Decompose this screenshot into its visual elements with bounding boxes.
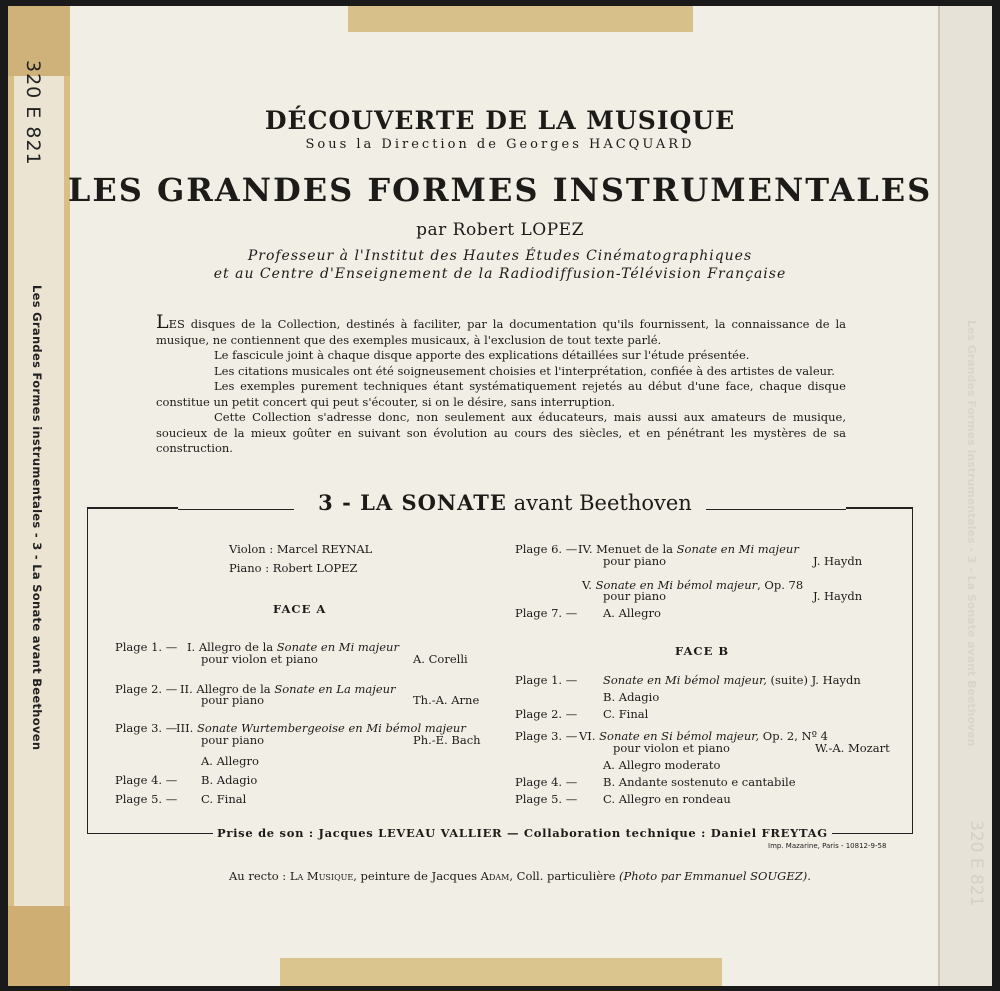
face-a-track-4-movement: B. Adagio [201, 773, 258, 787]
author: par Robert LOPEZ [416, 220, 584, 240]
face-a-track-2-composer: Th.-A. Arne [413, 693, 480, 707]
faint-spine-title: Les Grandes Formes instrumentales - 3 - La Sonate avant Beethoven [965, 320, 978, 747]
intro-paragraph-4: Les exemples purement techniques étant systématiquement rejetés au début d'une face, chaque disque constitue un petit concert qui peut s'écouter, si on le désire, sans interruption. [156, 379, 846, 409]
intro-paragraph-1: LES disques de la Collection, destinés à faciliter, par la documentation qu'ils fournissent, la connaissance de la musique, ne contiennent que des exemples musicaux, à l'exclusion de tout texte parlé. [156, 311, 846, 347]
face-a-track-3-composer: Ph.-E. Bach [413, 733, 481, 747]
face-a-track-2-scoring: pour piano [201, 693, 265, 707]
face-a-label: FACE A [273, 602, 327, 616]
face-b-track-3-movement: A. Allegro moderato [603, 758, 721, 772]
catalog-number: 320 E 821 [22, 60, 44, 166]
face-a-track-7-movement: A. Allegro [603, 606, 661, 620]
face-a-work-5-scoring: pour piano [603, 589, 667, 603]
face-a-track-6-scoring: pour piano [603, 554, 667, 568]
face-a-track-3-movement: A. Allegro [201, 754, 259, 768]
face-a-track-2-title: II. Allegro de la Sonate en La majeur [180, 682, 396, 696]
tape-strip-top [348, 6, 693, 32]
series-director: Sous la Direction de Georges HACQUARD [305, 137, 695, 152]
tape-corner-bottom-left [8, 906, 70, 986]
intro-paragraph-3: Les citations musicales ont été soigneusement choisies et l'interprétation, confiée à des artistes de valeur. [214, 363, 835, 378]
intro-text [156, 311, 846, 457]
face-a-plage-1: Plage 1. — [115, 640, 178, 654]
face-a-plage-2: Plage 2. — [115, 682, 178, 696]
series-title: DÉCOUVERTE DE LA MUSIQUE [264, 106, 736, 135]
section-rule-left [178, 509, 294, 510]
performer-piano: Piano : Robert LOPEZ [229, 561, 358, 575]
face-b-track-5-movement: C. Allegro en rondeau [603, 792, 731, 806]
album-title: LES GRANDES FORMES INSTRUMENTALES [67, 171, 933, 209]
face-b-track-3-composer: W.-A. Mozart [815, 741, 890, 755]
face-a-track-6-composer: J. Haydn [813, 554, 863, 568]
face-b-plage-4: Plage 4. — [515, 775, 578, 789]
drop-cap: L [156, 311, 169, 333]
cover-credit: Au recto : La Musique, peinture de Jacques Adam, Coll. particulière (Photo par Emmanuel SOUGEZ). [229, 869, 811, 883]
face-a-track-6-title: IV. Menuet de la Sonate en Mi majeur [578, 542, 799, 556]
face-a-plage-7: Plage 7. — [515, 606, 578, 620]
face-b-track-3-scoring: pour violon et piano [613, 741, 730, 755]
face-b-plage-2: Plage 2. — [515, 707, 578, 721]
face-b-track-3-title: VI. Sonate en Si bémol majeur, Op. 2, Nº 4 [579, 729, 828, 743]
face-a-track-1-scoring: pour violon et piano [201, 652, 318, 666]
face-b-plage-1: Plage 1. — [515, 673, 578, 687]
face-a-track-3-title: III. Sonate Wurtembergeoise en Mi bémol majeur [176, 721, 466, 735]
face-b-plage-3: Plage 3. — [515, 729, 578, 743]
face-a-track-5-movement: C. Final [201, 792, 247, 806]
recording-credits: Prise de son : Jacques LEVEAU VALLIER — Collaboration technique : Daniel FREYTAG [213, 826, 832, 840]
faint-catalog-number: 320 E 821 [966, 820, 986, 907]
frame-top-left-rule [87, 507, 178, 509]
face-b-track-2-movement: C. Final [603, 707, 649, 721]
face-a-track-1-title: I. Allegro de la Sonate en Mi majeur [187, 640, 399, 654]
face-b-track-1-title: Sonate en Mi bémol majeur, (suite) J. Haydn [603, 673, 861, 687]
face-a-track-1-composer: A. Corelli [413, 652, 468, 666]
face-a-work-5-title: V. Sonate en Mi bémol majeur, Op. 78 [582, 578, 804, 592]
section-rule-right [706, 509, 846, 510]
performer-violin: Violon : Marcel REYNAL [229, 542, 373, 556]
intro-paragraph-5: Cette Collection s'adresse donc, non seulement aux éducateurs, mais aussi aux amateurs de musique, soucieux de la mieux goûter en suivant son évolution au cours des siècles, et en pénétrant les mystères de sa construction. [156, 410, 846, 455]
imprint: Imp. Mazarine, Paris - 10812-9-58 [768, 842, 887, 850]
face-a-plage-3: Plage 3. — [115, 721, 178, 735]
face-a-plage-4: Plage 4. — [115, 773, 178, 787]
face-a-track-3-scoring: pour piano [201, 733, 265, 747]
face-a-work-5-composer: J. Haydn [813, 589, 863, 603]
tape-strip-bottom [280, 958, 722, 986]
face-b-track-4-movement: B. Andante sostenuto e cantabile [603, 775, 796, 789]
spine-title: Les Grandes Formes instrumentales - 3 - La Sonate avant Beethoven [30, 285, 44, 751]
author-credential-1: Professeur à l'Institut des Hautes Études Cinématographiques [247, 248, 753, 264]
frame-top-right-rule [846, 507, 913, 509]
face-b-plage-5: Plage 5. — [515, 792, 578, 806]
face-b-label: FACE B [675, 644, 730, 658]
face-a-plage-6: Plage 6. — [515, 542, 578, 556]
face-a-plage-5: Plage 5. — [115, 792, 178, 806]
face-b-track-1-movement: B. Adagio [603, 690, 660, 704]
volume-title: 3 - LA SONATE avant Beethoven [318, 490, 692, 515]
intro-paragraph-2: Le fascicule joint à chaque disque apporte des explications détaillées sur l'étude présentée. [214, 348, 750, 362]
author-credential-2: et au Centre d'Enseignement de la Radiodiffusion-Télévision Française [213, 266, 787, 282]
